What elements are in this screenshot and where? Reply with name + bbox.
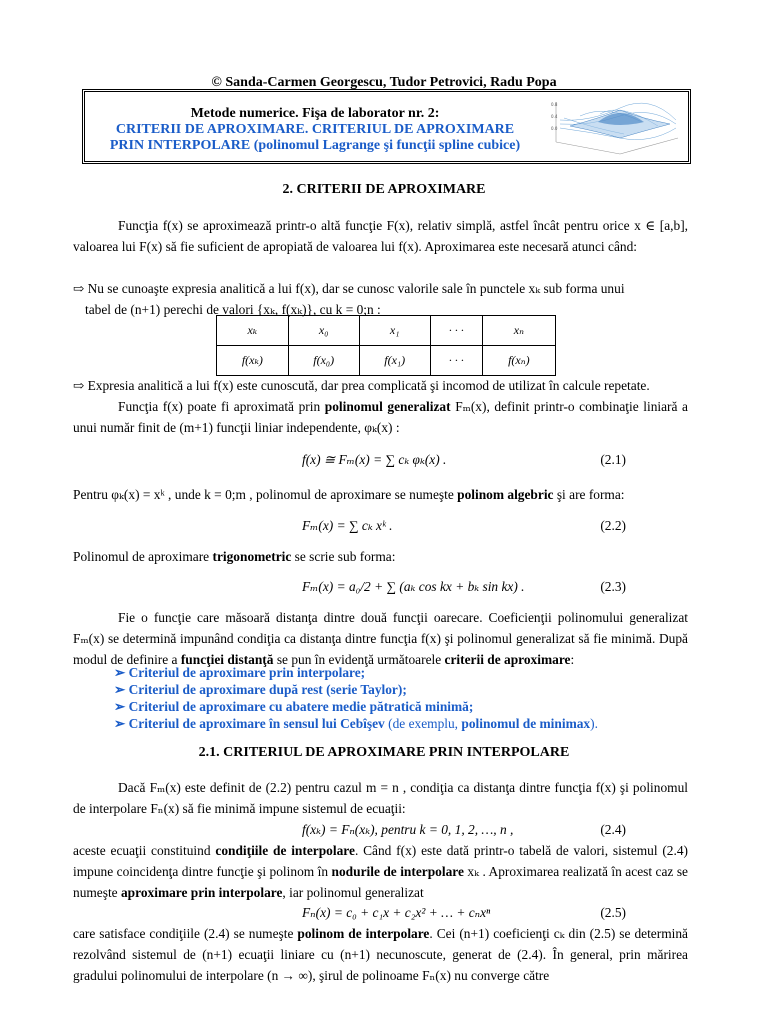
table-cell: xₙ [482,316,555,346]
p2-text-a: Funcţia f(x) poate fi aproximată prin [118,399,321,414]
equation-2-2-number: (2.2) [600,518,626,533]
table-cell: f(x₀) [288,346,359,376]
criteria-item-1 [114,664,598,681]
title-box [82,89,691,164]
p2-bold-term: polinomul generalizat [324,399,451,414]
equation-2-5-number: (2.5) [600,905,626,920]
equation-2-1-formula: f(x) ≅ Fₘ(x) = ∑ cₖ φₖ(x) . [302,452,447,467]
paragraph-intro [73,215,688,257]
p5-text: Fie o funcţie care măsoară distanţa dintre două funcţii oarecare. Coeficienţii polinomului generalizat Fₘ(x) se determină impunând condiţia ca distanţa dintre funcţia f(x) şi polinomul generalizat să fie minimă. După modul de definire a [73,610,688,667]
interp-p2-bold-nodes: nodurile de interpolare [331,864,464,879]
criteria-list [114,664,598,732]
criteria-item-4-note: (de exemplu, [388,716,459,731]
paragraph-interpolation-polynomial [73,923,688,986]
p5-text-c: se pun în evidenţă următoarele [276,652,442,667]
table-cell: x₀ [288,316,359,346]
paragraph-interpolation-conditions [73,840,688,903]
criteria-item-3 [114,698,598,715]
arrow-right-icon: ➢ [114,699,126,714]
p5-bold-criteria: criterii de aproximare [444,652,571,667]
arrow-right-icon: ➢ [114,682,126,697]
table-cell: · · · [430,346,482,376]
interp-p2-e: xₖ . Aproximarea realizată în acest caz se numeşte [73,864,688,900]
arrow-right-icon: ➢ [114,716,126,731]
interp-p2-a: aceste ecuaţii constituind [73,843,211,858]
section-heading-2: 2. CRITERII DE APROXIMARE [282,182,486,197]
surface-plot-image [550,98,682,156]
table-cell: · · · [430,316,482,346]
table-cell: f(xₙ) [482,346,555,376]
criteria-item-4 [114,715,598,732]
svg-text:0.8: 0.8 [551,102,558,107]
interp-p2-bold-conditions: condiţiile de interpolare [215,843,355,858]
bullet-1-line-2: tabel de (n+1) perechi de valori {xₖ, f(xₖ)}, cu k = 0;n : [85,302,381,317]
interp-p2-g: , iar polinomul generalizat [282,885,424,900]
equation-2-4-formula: f(xₖ) = Fₙ(xₖ), pentru k = 0, 1, 2, …, n , [302,822,514,837]
criteria-item-1-label: Criteriul de aproximare prin interpolare; [128,665,366,680]
copyright-line: © Sanda-Carmen Georgescu, Tudor Petrovici, Radu Popa [211,75,557,90]
p2-text-d: liniară a unui număr finit de (m+1) funcţii liniar independente, φₖ(x) : [73,399,688,435]
paragraph-algebraic [73,484,688,505]
paragraph-interpolation-intro [73,777,688,819]
equation-2-3-formula: Fₘ(x) = a₀/2 + ∑ (aₖ cos kx + bₖ sin kx) . [302,579,525,594]
criteria-item-3-label: Criteriul de aproximare cu abatere medie pătratică minimă; [128,699,474,714]
section-heading-2-1: 2.1. CRITERIUL DE APROXIMARE PRIN INTERPOLARE [198,745,570,760]
table-row [217,316,556,346]
table-cell: f(xₖ) [217,346,289,376]
criteria-item-4-label: Criteriul de aproximare în sensul lui Cebîşev [128,716,385,731]
bullet-1 [73,278,688,320]
p3-bold-term: polinom algebric [457,487,554,502]
p3-text-a: Pentru φₖ(x) = xᵏ , unde k = 0;m , polinomul de aproximare se numeşte [73,487,454,502]
p4-text-a: Polinomul de aproximare [73,549,210,564]
title-line-2: CRITERII DE APROXIMARE. CRITERIUL DE APROXIMARE [115,122,515,137]
values-table [216,315,556,376]
interp-p3-bold-polynomial: polinom de interpolare [297,926,430,941]
svg-text:0.4: 0.4 [551,114,558,119]
equation-2-2-formula: Fₘ(x) = ∑ cₖ xᵏ . [302,518,393,533]
paragraph-intro-text: Funcţia f(x) se aproximează printr-o altă funcţie F(x), relativ simplă, astfel încât pentru orice x ∈ [a,b], valoarea lui F(x) să fie suficient de apropiată de valoarea lui f(x). Aproximarea este necesară atunci când: [73,218,688,254]
interp-p1-text: Dacă Fₘ(x) este definit de (2.2) pentru cazul m = n , condiţia ca distanţa dintre funcţia f(x) şi polinomul de interpolare Fₙ(x) să fie minimă impune sistemul de ecuaţii: [73,780,688,816]
criteria-item-4-term: polinomul de minimax [461,716,591,731]
paragraph-trigonometric [73,546,688,567]
interp-p3-c: . Cei (n+1) coeficienţi cₖ din (2.5) se determină rezolvând sistemul de (n+1) ecuaţii liniare cu (n+1) necunoscute, generat de (2.4). În general, prin mărirea gradului polinomului de interpolare (n → ∞), şirul de polinoame Fₙ(x) nu converge către [73,926,688,983]
criteria-item-4-end: ). [590,716,598,731]
criteria-item-2-label: Criteriul de aproximare după rest (serie Taylor); [128,682,407,697]
table-cell: xₖ [217,316,289,346]
p5-bold-distance: funcţiei distanţă [180,652,274,667]
title-text [85,106,545,154]
table-row [217,346,556,376]
table-cell: f(x₁) [359,346,430,376]
interp-p3-a: care satisface condiţiile (2.4) se numeşte [73,926,294,941]
criteria-item-2 [114,681,598,698]
table-cell: x₁ [359,316,430,346]
title-line-3: PRIN INTERPOLARE (polinomul Lagrange şi funcţii spline cubice) [109,138,521,153]
p4-bold-term: trigonometric [212,549,292,564]
p2-text-c: Fₘ(x), definit printr-o combinaţie [455,399,639,414]
p3-text-c: şi are forma: [556,487,625,502]
equation-2-3-number: (2.3) [600,579,626,594]
title-line-1: Metode numerice. Fişa de laborator nr. 2: [190,106,440,121]
equation-2-1-number: (2.1) [600,452,626,467]
paragraph-distance: Fie o funcţie care măsoară distanţa dintre două funcţii oarecare. Coeficienţii polinomului generalizat Fₘ(x) se determină impunând condiţia ca distanţa dintre funcţia f(x) şi polinomul generalizat să fie minimă. După modul de definire a funcţiei distanţă se pun în evidenţă următoarele criterii de aproximare: [73,610,688,667]
paragraph-generalized [73,396,688,438]
equation-2-5-formula: Fₙ(x) = c₀ + c₁x + c₂x² + … + cₙxⁿ [302,905,491,920]
svg-text:0.0: 0.0 [551,126,558,131]
bullet-2: ⇨ Expresia analitică a lui f(x) este cunoscută, dar prea complicată şi incomod de utilizat în calcule repetate. [73,378,650,393]
interp-p2-c: . Când f(x) este dată printr-o tabelă de valori, sistemul (2.4) impune coincidenţa dintre funcţie şi polinom în [73,843,689,879]
interp-p2-bold-approx: aproximare prin interpolare [120,885,283,900]
arrow-right-icon: ➢ [114,665,126,680]
bullet-1-line-1: ⇨ Nu se cunoaşte expresia analitică a lui f(x), dar se cunosc valorile sale în punctele xₖ sub forma unui [73,281,625,296]
equation-2-4-number: (2.4) [600,822,626,837]
p4-text-c: se scrie sub forma: [294,549,396,564]
